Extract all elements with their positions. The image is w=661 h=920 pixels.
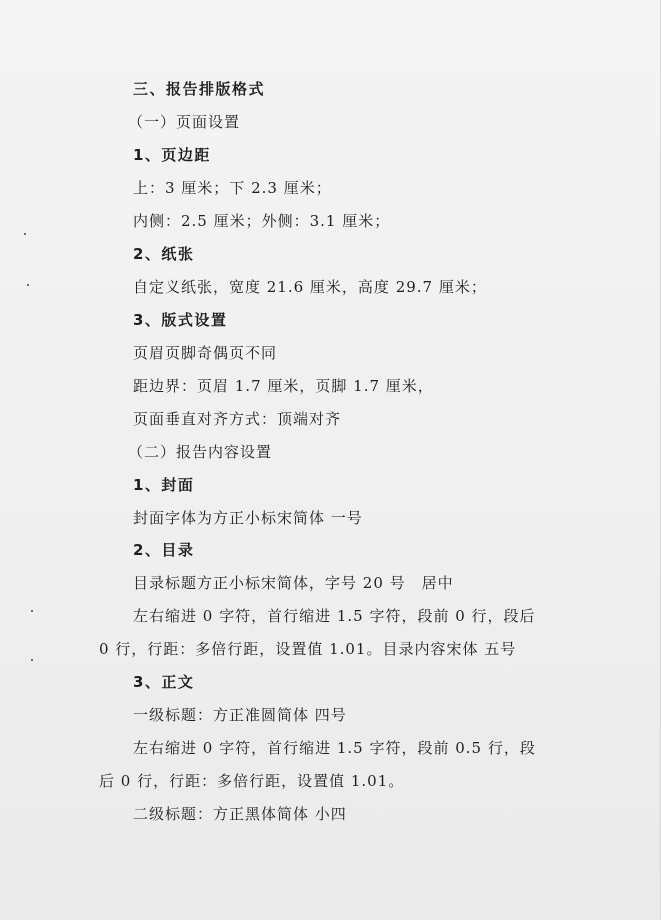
scan-speck <box>24 233 26 235</box>
layout-vertical-align: 页面垂直对齐方式：顶端对齐 <box>133 410 342 428</box>
heading-body: 3、正文 <box>133 673 195 691</box>
paper-size: 自定义纸张，宽度 21.6 厘米，高度 29.7 厘米； <box>133 278 487 296</box>
body-spacing: 后 0 行，行距：多倍行距，设置值 1.01。 <box>99 772 405 790</box>
heading-toc: 2、目录 <box>133 541 195 559</box>
body-indent: 左右缩进 0 字符，首行缩进 1.5 字符，段前 0.5 行，段 <box>133 739 536 757</box>
heading-cover: 1、封面 <box>133 476 195 494</box>
layout-distance: 距边界：页眉 1.7 厘米，页脚 1.7 厘米， <box>133 377 434 395</box>
body-level1-font: 一级标题：方正准圆简体 四号 <box>133 706 347 724</box>
body-level2-font: 二级标题：方正黑体简体 小四 <box>133 805 347 823</box>
subsection-content-setup: （二）报告内容设置 <box>128 443 273 461</box>
subsection-page-setup: （一）页面设置 <box>128 113 241 131</box>
toc-indent: 左右缩进 0 字符，首行缩进 1.5 字符，段前 0 行，段后 <box>133 607 536 625</box>
layout-header-footer: 页眉页脚奇偶页不同 <box>133 344 278 362</box>
scan-speck <box>27 284 29 286</box>
heading-margins: 1、页边距 <box>133 146 211 164</box>
section-title: 三、报告排版格式 <box>133 80 266 98</box>
scan-speck <box>31 659 33 661</box>
toc-spacing: 0 行，行距：多倍行距，设置值 1.01。目录内容宋体 五号 <box>99 640 517 658</box>
scan-speck <box>31 610 33 612</box>
margin-inner-outer: 内侧：2.5 厘米；外侧：3.1 厘米； <box>133 212 391 230</box>
toc-title-font: 目录标题方正小标宋简体，字号 20 号 居中 <box>133 574 454 592</box>
margin-top-bottom: 上：3 厘米；下 2.3 厘米； <box>133 179 332 197</box>
heading-paper: 2、纸张 <box>133 245 195 263</box>
cover-font: 封面字体为方正小标宋简体 一号 <box>133 509 363 527</box>
heading-layout: 3、版式设置 <box>133 311 228 329</box>
